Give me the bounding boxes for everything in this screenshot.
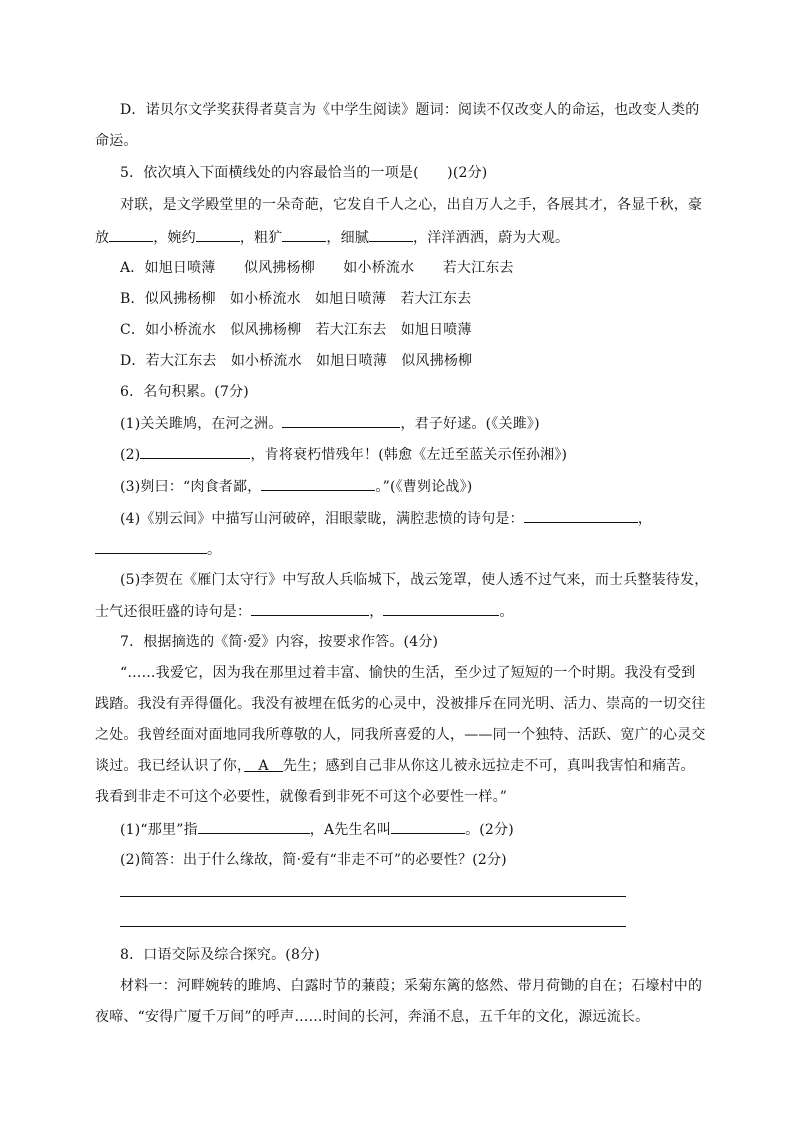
answer-blank[interactable] xyxy=(140,444,250,459)
answer-blank[interactable] xyxy=(383,601,499,616)
q6-text: (3)刿曰：“肉食者鄙， xyxy=(120,479,262,495)
q7-sub-1 xyxy=(120,819,514,840)
q6-text: 。 xyxy=(207,542,222,558)
answer-blank[interactable] xyxy=(95,539,207,554)
q6-text: (2) xyxy=(120,447,141,463)
q6-text: ，肯将衰朽惜残年！(韩愈《左迁至蓝关示侄孙湘》) xyxy=(250,447,568,463)
q7-stem: 7．根据摘选的《简·爱》内容，按要求作答。(4分) xyxy=(120,634,439,650)
q6-item-2 xyxy=(120,444,567,465)
answer-blank[interactable] xyxy=(524,508,638,523)
q5-passage-line2 xyxy=(95,227,569,248)
answer-blank[interactable] xyxy=(391,819,465,834)
q7-text: ，A先生名叫 xyxy=(309,822,392,838)
answer-line[interactable] xyxy=(120,926,626,927)
q5-option-c: C．如小桥流水 似风拂杨柳 若大江东去 如旭日喷薄 xyxy=(120,322,472,338)
q5-option-b: B．似风拂杨柳 如小桥流水 如旭日喷薄 若大江东去 xyxy=(120,291,472,307)
answer-blank[interactable] xyxy=(282,413,400,428)
q6-text: 。 xyxy=(499,604,514,620)
q6-text: (4)《别云间》中描写山河破碎，泪眼蒙眬，满腔悲愤的诗句是： xyxy=(120,511,524,527)
q8-material-line1: 材料一：河畔婉转的雎鸠、白露时节的蒹葭；采菊东篱的悠然、带月荷锄的自在；石壕村中的 xyxy=(120,978,703,994)
answer-blank[interactable] xyxy=(109,227,153,242)
q4-option-d-line2: 命运。 xyxy=(95,133,138,149)
q8-stem: 8．口语交际及综合探究。(8分) xyxy=(120,947,320,963)
q6-text: 。”(《曹刿论战》) xyxy=(375,479,473,495)
q7-passage-line2: 践踏。我没有弄得僵化。我没有被埋在低劣的心灵中，没被排斥在同光明、活力、崇高的一切交往 xyxy=(95,696,706,712)
q5-passage-text: 放 xyxy=(95,230,110,246)
q5-passage-text: ，婉约 xyxy=(153,230,196,246)
q7-text: 谈过。我已经认识了你， xyxy=(95,758,245,774)
q6-item-4 xyxy=(120,508,652,529)
q7-text: 先生；感到自己非从你这儿被永远拉走不可，真叫我害怕和痛苦。 xyxy=(282,758,695,774)
q7-passage-line1: “……我爱它，因为我在那里过着丰富、愉快的生活，至少过了短短的一个时期。我没有受到 xyxy=(120,665,696,681)
q7-passage-line4 xyxy=(95,756,695,776)
q5-stem: 5．依次填入下面横线处的内容最恰当的一项是( )(2分) xyxy=(120,165,488,181)
q6-text: ， xyxy=(369,604,384,620)
q6-text: ， xyxy=(637,511,653,527)
q6-text: (1)关关雎鸠，在河之洲。 xyxy=(120,416,283,432)
q7-passage-line3: 之处。我曾经面对面地同我所尊敬的人，同我所喜爱的人，——同一个独特、活跃、宽广的心灵交 xyxy=(95,727,706,743)
answer-blank[interactable] xyxy=(261,476,375,491)
answer-line[interactable] xyxy=(120,896,626,897)
q5-passage-line1: 对联，是文学殿堂里的一朵奇葩，它发自千人之心，出自万人之手，各展其才，各显千秋，豪 xyxy=(120,197,703,213)
answer-blank[interactable] xyxy=(198,819,310,834)
q5-passage-text: ，细腻 xyxy=(326,230,370,246)
q7-passage-line5: 我看到非走不可这个必要性，就像看到非死不可这个必要性一样。” xyxy=(95,789,508,805)
answer-blank[interactable] xyxy=(282,227,326,242)
q6-item-3 xyxy=(120,476,472,497)
q6-item-1 xyxy=(120,413,540,434)
q6-text: ，君子好逑。(《关雎》) xyxy=(400,416,540,432)
q7-text: (1)“那里”指 xyxy=(120,822,198,838)
answer-blank[interactable] xyxy=(196,227,240,242)
q6-item-5: (5)李贺在《雁门太守行》中写敌人兵临城下，战云笼罩，使人透不过气来，而士兵整装待发， xyxy=(120,572,709,588)
q6-stem: 6．名句积累。(7分) xyxy=(120,384,249,400)
q8-material-line2: 夜啼、“安得广厦千万间”的呼声……时间的长河，奔涌不息，五千年的文化，源远流长。 xyxy=(95,1009,650,1025)
q6-text: 士气还很旺盛的诗句是： xyxy=(95,604,252,620)
q6-item-4-cont xyxy=(95,539,221,560)
q5-passage-text: ，洋洋洒洒，蔚为大观。 xyxy=(413,230,570,246)
q7-sub-2: (2)简答：出于什么缘故，简·爱有“非走不可”的必要性？(2分) xyxy=(120,852,507,868)
q5-passage-text: ，粗犷 xyxy=(239,230,283,246)
q4-option-d-line1: D．诺贝尔文学奖获得者莫言为《中学生阅读》题词：阅读不仅改变人的命运，也改变人类的 xyxy=(120,102,700,118)
q5-option-d: D．若大江东去 如小桥流水 如旭日喷薄 似风拂杨柳 xyxy=(120,353,473,369)
q7-name-blank: A xyxy=(244,758,283,774)
answer-blank[interactable] xyxy=(369,227,413,242)
q7-text: 。(2分) xyxy=(465,822,514,838)
q6-item-5-cont xyxy=(95,601,514,622)
q5-option-a: A．如旭日喷薄 似风拂杨柳 如小桥流水 若大江东去 xyxy=(120,260,514,276)
answer-blank[interactable] xyxy=(251,601,369,616)
